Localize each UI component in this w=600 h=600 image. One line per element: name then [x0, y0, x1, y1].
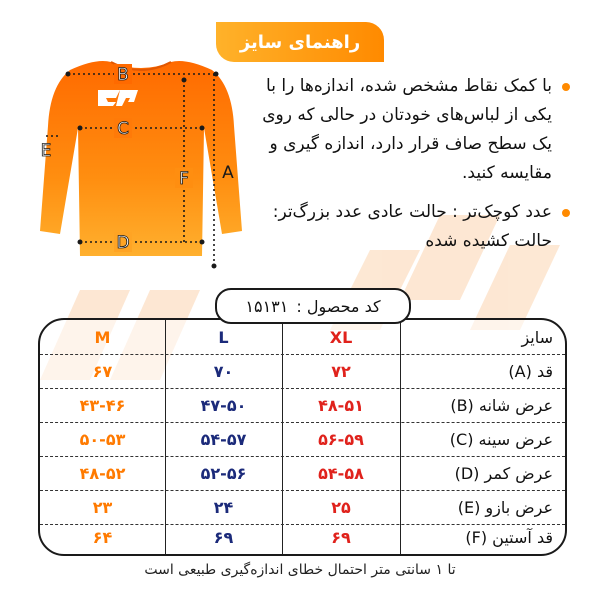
- shirt-diagram: [36, 56, 246, 278]
- bullet-icon: [562, 209, 570, 217]
- product-code-label: کد محصول :: [296, 296, 381, 316]
- column-m: M: [94, 327, 111, 347]
- cell-m: ۴۸-۵۲: [79, 463, 126, 483]
- cell-m: ۲۳: [92, 497, 113, 517]
- column-l: L: [218, 327, 229, 347]
- cell-l: ۷۰: [213, 361, 234, 381]
- cell-xl: ۵۴-۵۸: [318, 463, 364, 483]
- label-c: C: [117, 119, 129, 139]
- table-row: [40, 490, 565, 524]
- table-row: [40, 456, 565, 490]
- table-row: [40, 354, 565, 388]
- table-row: [40, 520, 565, 554]
- row-label: قد آستین (F): [465, 527, 553, 547]
- label-d: D: [116, 233, 130, 253]
- cell-l: ۵۴-۵۷: [200, 429, 247, 449]
- measurement-error-note: تا ۱ سانتی متر احتمال خطای اندازه‌گیری طبیعی است: [144, 562, 456, 578]
- cell-xl: ۲۵: [331, 497, 351, 517]
- size-guide-title: راهنمای سایز: [216, 22, 384, 62]
- row-label: عرض سینه (C): [449, 429, 553, 449]
- cell-m: ۶۴: [92, 527, 113, 547]
- cell-xl: ۵۶-۵۹: [318, 429, 364, 449]
- cell-l: ۴۷-۵۰: [200, 395, 247, 415]
- instruction-measure: با کمک نقاط مشخص شده، اندازه‌ها را با یکی از لباس‌های خودتان در حالی که روی یک سطح صاف قرار دارد، اندازه گیری و مقایسه کنید.: [252, 72, 572, 188]
- cell-l: ۶۹: [213, 527, 234, 547]
- cell-m: ۶۷: [92, 361, 113, 381]
- column-size: سایز: [521, 327, 553, 347]
- label-f: F: [179, 169, 189, 189]
- size-table: [38, 318, 567, 556]
- cell-xl: ۴۸-۵۱: [318, 395, 364, 415]
- row-label: عرض کمر (D): [454, 463, 553, 483]
- cell-xl: ۷۲: [331, 361, 351, 381]
- cell-l: ۵۲-۵۶: [200, 463, 247, 483]
- cell-m: ۵۰-۵۳: [79, 429, 126, 449]
- table-row: [40, 422, 565, 456]
- product-code-value: ۱۵۱۳۱: [245, 296, 289, 316]
- bullet-icon: [562, 83, 570, 91]
- cell-m: ۴۳-۴۶: [79, 395, 126, 415]
- row-label: عرض بازو (E): [457, 497, 553, 517]
- label-a: A: [222, 163, 234, 183]
- column-xl: XL: [329, 327, 353, 347]
- row-label: قد (A): [508, 361, 553, 381]
- row-label: عرض شانه (B): [450, 395, 553, 415]
- label-e: E: [40, 141, 52, 161]
- shirt-icon: [40, 61, 242, 256]
- cell-l: ۲۴: [213, 497, 234, 517]
- table-row: [40, 388, 565, 422]
- cell-xl: ۶۹: [331, 527, 351, 547]
- instruction-numbers: عدد کوچک‌تر : حالت عادی عدد بزرگ‌تر: حالت کشیده شده: [252, 198, 572, 256]
- instructions: [252, 72, 572, 266]
- label-b: B: [117, 65, 129, 85]
- table-header-row: [40, 320, 565, 354]
- product-code-badge: [215, 288, 411, 324]
